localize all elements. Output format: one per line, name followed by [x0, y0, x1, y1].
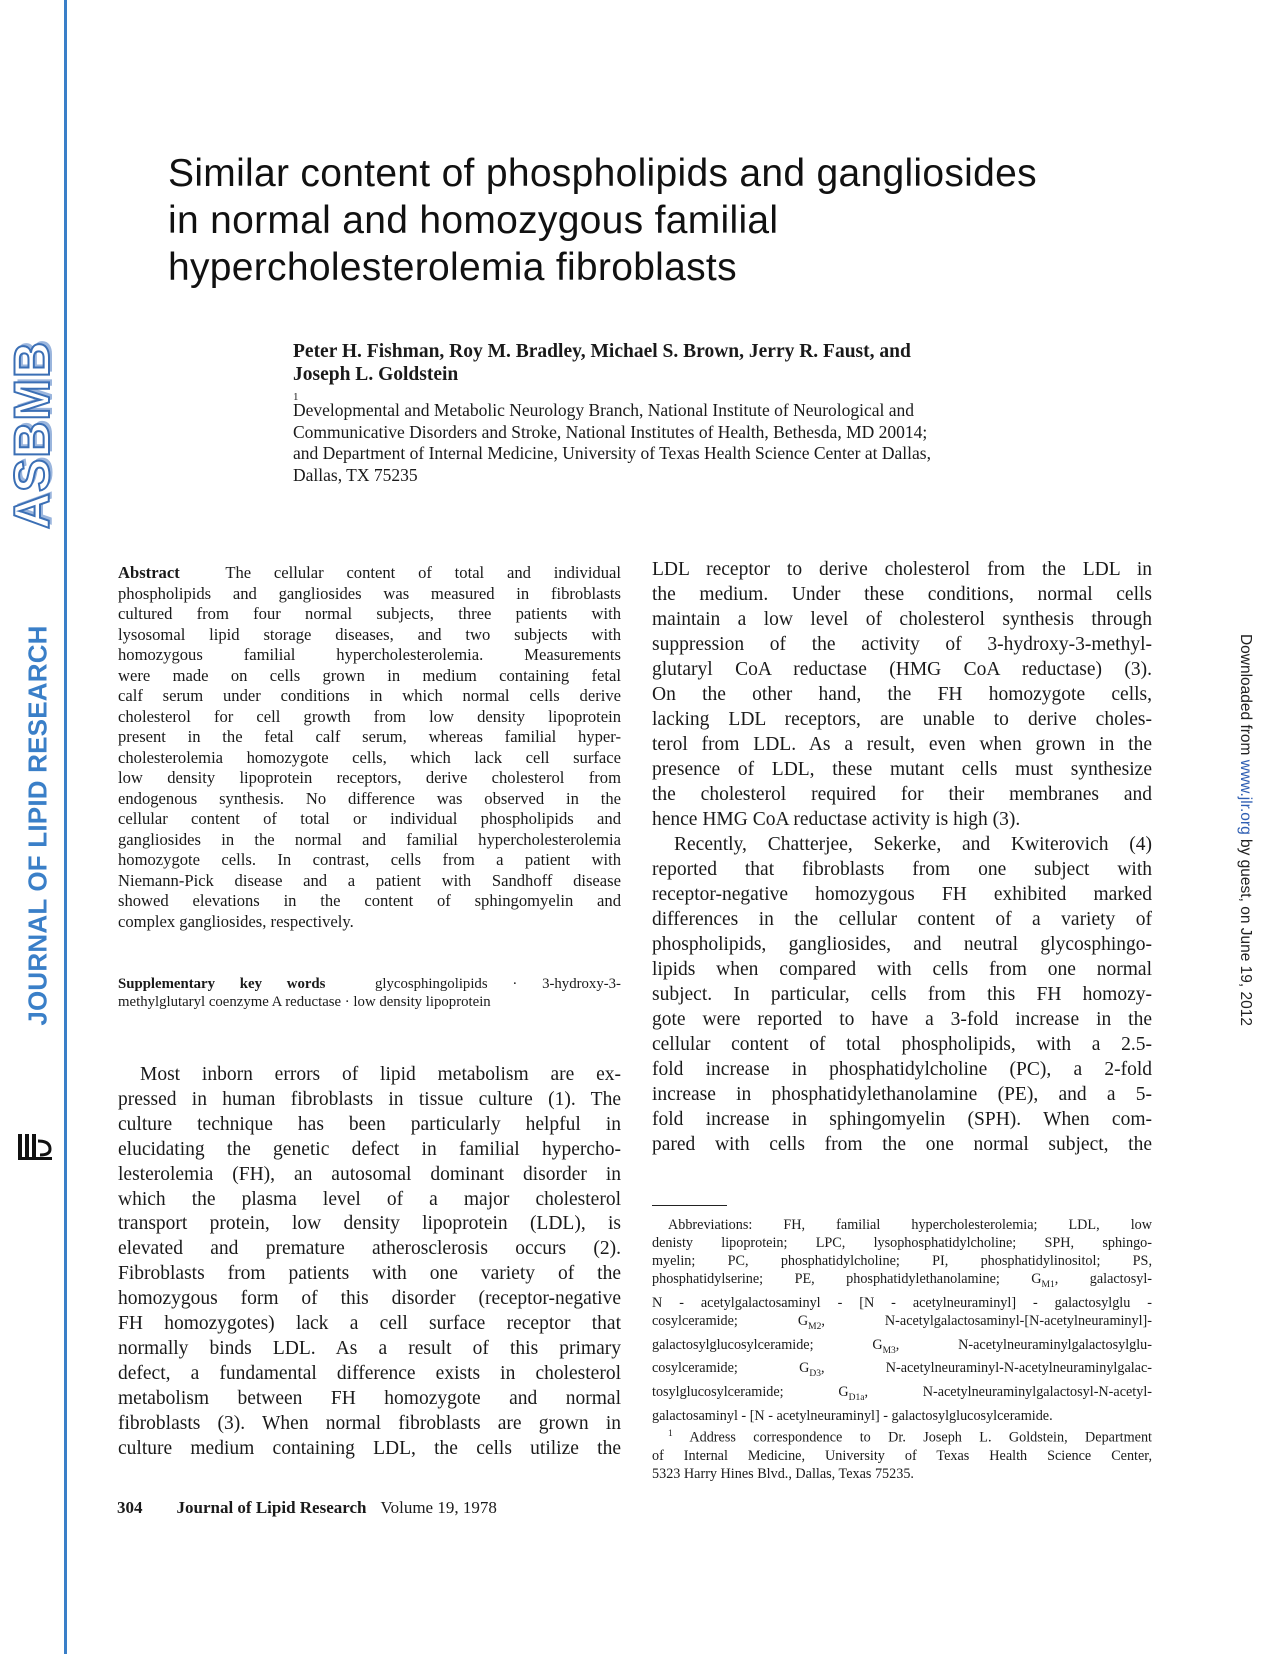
asbmb-logo-text: ASBMB	[4, 340, 61, 529]
body-line: culture medium containing LDL, the cells utilize the	[118, 1437, 621, 1459]
body-line: culture technique has been particularly helpful in	[118, 1113, 621, 1135]
footnote-line: , N-acetylgalactosaminyl-[N-acetylneuraminyl]-	[821, 1312, 1153, 1329]
body-line: hence HMG CoA reductase activity is high (3).	[652, 809, 1021, 830]
abstract-line: Niemann-Pick disease and a patient with Sandhoff disease	[118, 870, 621, 890]
body-line: pressed in human fibroblasts in tissue culture (1). The	[118, 1088, 621, 1110]
body-line: elucidating the genetic defect in familial hypercho-	[118, 1138, 621, 1160]
author-line: Joseph L. Goldstein	[293, 364, 459, 385]
body-column-left	[118, 1063, 621, 1462]
footnote-line: N - acetylgalactosaminyl - [N - acetylneuraminyl] - galactosylglu -	[652, 1294, 1152, 1311]
keywords-line: glycosphingolipids · 3-hydroxy-3-	[374, 976, 621, 992]
abstract-line: endogenous synthesis. No difference was observed in the	[118, 788, 621, 808]
footnote-subscript: M1	[1041, 1279, 1055, 1290]
download-link[interactable]: www.jlr.org	[1237, 759, 1254, 835]
abstract-line: present in the fetal calf serum, whereas familial hyper-	[118, 727, 621, 746]
abstract-line: gangliosides in the normal and familial hypercholesterolemia	[118, 829, 621, 849]
abstract-line: homozygote cells. In contrast, cells from a patient with	[118, 850, 621, 869]
body-line: defect, a fundamental difference exists in cholesterol	[118, 1362, 621, 1384]
footnote-line: 5323 Harry Hines Blvd., Dallas, Texas 75235.	[652, 1465, 914, 1482]
title-line: Similar content of phospholipids and gangliosides	[168, 152, 1037, 195]
body-line: transport protein, low density lipoprotein (LDL), is	[118, 1213, 621, 1235]
body-line: lesterolemia (FH), an autosomal dominant disorder in	[118, 1163, 621, 1185]
jlr-logo-icon	[16, 1131, 56, 1163]
body-line: terol from LDL. As a result, even when grown in the	[652, 734, 1152, 755]
abstract-line: calf serum under conditions in which normal cells derive	[118, 686, 621, 705]
footnote-line: , N-acetylneuraminyl-N-acetylneuraminylgalac-	[820, 1360, 1153, 1377]
body-line: suppression of the activity of 3-hydroxy-3-methyl-	[652, 634, 1152, 655]
abstract-line: homozygous familial hypercholesterolemia. Measurements	[118, 645, 621, 664]
journal-vertical-banner	[18, 624, 58, 1026]
footnote-subscript: M3	[882, 1345, 896, 1356]
footnote-line: , N-acetylneuraminylgalactosyl-N-acetyl-	[864, 1384, 1153, 1401]
body-line: fibroblasts (3). When normal fibroblasts are grown in	[118, 1412, 621, 1434]
sidebar-rule	[64, 0, 67, 1654]
abstract-line: cultured from four normal subjects, three patients with	[118, 604, 621, 623]
body-line: presence of LDL, these mutant cells must synthesize	[652, 759, 1152, 780]
abstract-label: Abstract	[118, 563, 180, 582]
footnote-line: , galactosyl-	[1054, 1271, 1152, 1287]
affiliation	[293, 400, 1093, 486]
body-line: On the other hand, the FH homozygote cells,	[652, 684, 1152, 705]
body-line: subject. In particular, cells from this FH homozy-	[652, 984, 1152, 1005]
footnote-divider	[652, 1205, 727, 1206]
abstract-line: cholesterolemia homozygote cells, which lack cell surface	[118, 747, 621, 767]
footnote-line: cosylceramide; G	[652, 1312, 809, 1329]
body-line: fold increase in sphingomyelin (SPH). When com-	[652, 1109, 1152, 1130]
footnote-line: galactosylglucosylceramide; G	[652, 1336, 883, 1353]
footnotes	[652, 1216, 1152, 1483]
body-line: LDL receptor to derive cholesterol from the LDL in	[652, 559, 1152, 580]
body-line: cellular content of total phospholipids, with a 2.5-	[652, 1034, 1152, 1055]
footnote-line: of Internal Medicine, University of Texas Health Science Center,	[652, 1447, 1152, 1464]
footnote-line: denisty lipoprotein; LPC, lysophosphatidylcholine; SPH, sphingo-	[652, 1235, 1152, 1251]
body-line: gote were reported to have a 3-fold increase in the	[652, 1009, 1152, 1030]
abstract-line: cellular content of total or individual phospholipids and	[118, 809, 621, 828]
body-line: Fibroblasts from patients with one variety of the	[118, 1263, 621, 1285]
footnote-line: , N-acetylneuraminylgalactosylglu-	[895, 1336, 1152, 1353]
footnote-subscript: D3	[809, 1369, 821, 1380]
footnote-line: galactosaminyl - [N - acetylneuraminyl] - galactosylglucosylceramide.	[652, 1408, 1053, 1425]
body-line: the medium. Under these conditions, normal cells	[652, 584, 1152, 605]
keywords-label: Supplementary key words	[118, 976, 326, 992]
abstract-line: lysosomal lipid storage diseases, and two subjects with	[118, 624, 621, 644]
title-line: hypercholesterolemia fibroblasts	[168, 246, 737, 289]
page-footer	[117, 1498, 497, 1518]
download-notice	[1230, 620, 1260, 1040]
page-number: 304	[117, 1498, 143, 1517]
affiliation-line: and Department of Internal Medicine, University of Texas Health Science Center at Dallas,	[293, 443, 931, 463]
footnote-line: tosylglucosylceramide; G	[652, 1384, 849, 1401]
body-line: fold increase in phosphatidylcholine (PC), a 2-fold	[652, 1059, 1152, 1080]
body-line: lipids when compared with cells from one normal	[652, 959, 1152, 980]
abstract-line: showed elevations in the content of sphingomyelin and	[118, 891, 621, 910]
body-line: lacking LDL receptors, are unable to derive choles-	[652, 709, 1152, 730]
footnote-subscript: D1a	[848, 1393, 865, 1404]
keywords-line: methylglutaryl coenzyme A reductase · low density lipoprotein	[118, 994, 491, 1010]
affiliation-line: Developmental and Metabolic Neurology Branch, National Institute of Neurological and	[293, 400, 915, 420]
abstract	[118, 563, 621, 932]
keywords	[118, 975, 621, 1011]
body-line: Most inborn errors of lipid metabolism are ex-	[140, 1064, 621, 1085]
affiliation-line: Dallas, TX 75235	[293, 464, 418, 485]
body-line: pared with cells from the one normal subject, the	[652, 1134, 1152, 1155]
body-line: homozygous form of this disorder (receptor-negative	[118, 1288, 621, 1310]
abstract-line: complex gangliosides, respectively.	[118, 911, 354, 931]
abstract-line: phospholipids and gangliosides was measured in fibroblasts	[118, 583, 621, 603]
address-footnote-mark: 1	[668, 1429, 673, 1440]
body-line: glutaryl CoA reductase (HMG CoA reductase) (3).	[652, 659, 1152, 680]
body-line: maintain a low level of cholesterol synthesis through	[652, 609, 1152, 630]
asbmb-logo	[4, 312, 60, 557]
body-line: normally binds LDL. As a result of this primary	[118, 1337, 621, 1359]
author-line: Peter H. Fishman, Roy M. Bradley, Michael S. Brown, Jerry R. Faust, and	[293, 341, 911, 362]
body-line: FH homozygotes) lack a cell surface receptor that	[118, 1313, 621, 1335]
journal-vertical-text: JOURNAL OF LIPID RESEARCH	[22, 624, 53, 1026]
body-line: increase in phosphatidylethanolamine (PE), and a 5-	[652, 1084, 1152, 1105]
footnote-line: Abbreviations: FH, familial hypercholesterolemia; LDL, low	[668, 1217, 1152, 1233]
download-prefix: Downloaded from	[1237, 633, 1254, 760]
abstract-line: low density lipoprotein receptors, derive cholesterol from	[118, 768, 621, 787]
body-column-right	[652, 557, 1152, 1157]
footnote-line: cosylceramide; G	[652, 1360, 810, 1377]
body-line: which the plasma level of a major cholesterol	[118, 1188, 621, 1210]
footnote-line: Address correspondence to Dr. Joseph L. Goldstein, Department	[672, 1429, 1152, 1446]
body-line: reported that fibroblasts from one subject with	[652, 859, 1152, 880]
body-line: differences in the cellular content of a variety of	[652, 909, 1152, 930]
footnote-line: phosphatidylserine; PE, phosphatidylethanolamine; G	[652, 1271, 1042, 1287]
body-line: the cholesterol required for their membranes and	[652, 784, 1152, 805]
author-footnote-mark: 1	[293, 391, 299, 403]
article-title	[168, 150, 1168, 291]
body-line: Recently, Chatterjee, Sekerke, and Kwiterovich (4)	[674, 834, 1152, 855]
journal-volume: Volume 19, 1978	[380, 1498, 497, 1517]
body-line: phospholipids, gangliosides, and neutral glycosphingo-	[652, 934, 1152, 955]
abstract-line: cholesterol for cell growth from low density lipoprotein	[118, 706, 621, 726]
abstract-line: The cellular content of total and individual	[225, 563, 621, 582]
journal-name: Journal of Lipid Research	[176, 1498, 367, 1517]
footnote-line: myelin; PC, phosphatidylcholine; PI, phosphatidylinositol; PS,	[652, 1253, 1152, 1269]
title-line: in normal and homozygous familial	[168, 199, 779, 242]
body-line: elevated and premature atherosclerosis occurs (2).	[118, 1238, 621, 1260]
abstract-line: were made on cells grown in medium containing fetal	[118, 665, 621, 685]
body-line: receptor-negative homozygous FH exhibited marked	[652, 884, 1152, 905]
footnote-subscript: M2	[808, 1321, 822, 1332]
affiliation-line: Communicative Disorders and Stroke, National Institutes of Health, Bethesda, MD 20014;	[293, 421, 928, 442]
download-suffix: by guest, on June 19, 2012	[1237, 834, 1254, 1027]
body-line: metabolism between FH homozygote and normal	[118, 1387, 621, 1409]
